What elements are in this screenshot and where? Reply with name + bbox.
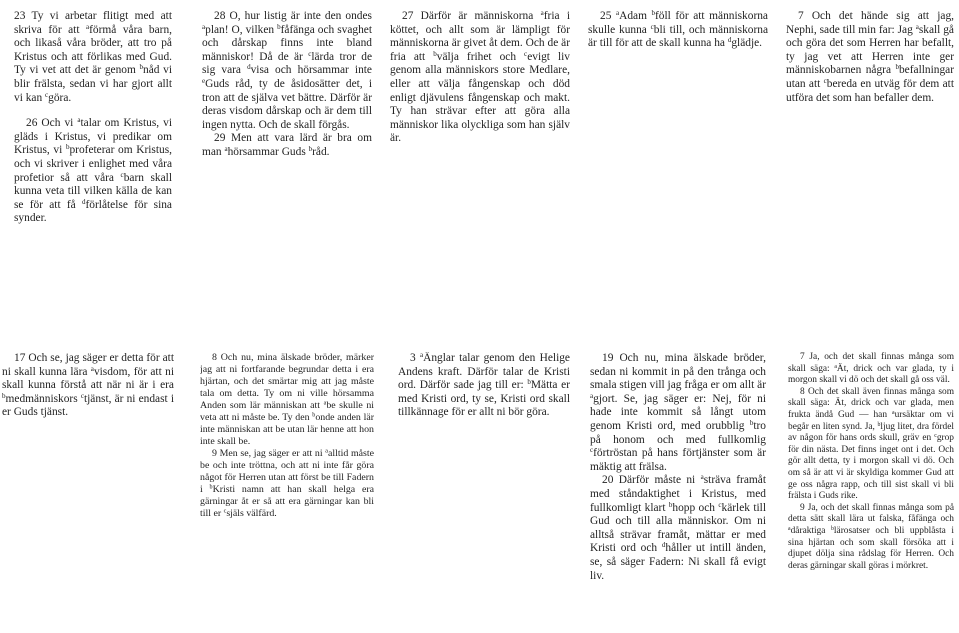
verse-9b: 9 Ja, och det skall finnas många som på detta sätt skall lära ut falska, fåfänga och $^a$dåraktiga $^b$lärosatser och bli uppblåsta i sina hjärtan och som skall försöka att i djupet dölja sina rådslag för Herren. Och deras gärningar skall göras i mörkret. (788, 502, 954, 571)
text-column-3 (390, 10, 570, 160)
verse-20: 20 Därför måste ni $^a$sträva framåt med ståndaktighet i Kristus, med fullkomligt klart $^b$hopp och $^c$kärlek till Gud och till alla människor. Om ni alltså strävar framåt, mättar er med Kristi ord och $^d$håller ut intill änden, se, så säger Fadern: Ni skall få evigt liv. (590, 473, 766, 582)
verse-23: 23 Ty vi arbetar flitigt med att skriva för att $^a$förmå våra barn, och likaså våra bröder, att tro på Kristus och att förlikas med Gud. Ty vi vet att det är genom $^b$nåd vi blir frälsta, sedan vi har gjort allt vi kan $^c$göra. (14, 10, 172, 104)
text-column-2 (202, 10, 372, 200)
text-column-6 (2, 352, 174, 442)
text-column-5 (786, 10, 954, 130)
text-column-10 (788, 352, 954, 632)
verse-28: 28 O, hur listig är inte den ondes $^a$plan! O, vilken $^b$fåfänga och svaghet och dårskap finns inte bland människor! Då de är $^c$lärda tror de sig vara $^d$visa och hörsammar inte $^e$Guds råd, ty de åsidosätter det, i tron att de själva vet bättre. Därför är deras visdom dårskap och är dem till ingen nytta. Och de skall förgås. (202, 10, 372, 131)
verse-19: 19 Och nu, mina älskade bröder, sedan ni kommit in på den trånga och smala stigen vill jag fråga er om allt är $^a$gjort. Se, jag säger er: Nej, för ni hade inte kommit så långt utom genom Kristi ord, med orubblig $^b$tro på honom och med fullkomlig $^c$förtröstan på hans förtjänster som är mäktig att frälsa. (590, 352, 766, 473)
verse-8: 8 Och nu, mina älskade bröder, märker jag att ni fortfarande begrundar detta i era hjärtan, och det smärtar mig att jag måste tala om detta. Ty om ni ville hörsamma Anden som lär människan att $^a$be skulle ni veta att ni måste be. Ty den $^b$onde anden lär inte människan att be utan lär henne att hon inte skall be. (200, 352, 374, 447)
text-column-4 (588, 10, 768, 80)
text-column-1 (14, 10, 172, 250)
text-column-9 (590, 352, 766, 612)
text-column-7 (200, 352, 374, 612)
verse-27: 27 Därför är människorna $^a$fria i köttet, och allt som är lämpligt för människorna är givet åt dem. Och de är fria att $^b$välja frihet och $^c$evigt liv genom alla människors store Medlare, eller att välja fångenskap och död enligt djävulens fångenskap och makt. Ty han strävar efter att göra alla människor lika olyckliga som han själv är. (390, 10, 570, 145)
verse-25: 25 $^a$Adam $^b$föll för att människorna skulle kunna $^c$bli till, och människorna är till för att de skall kunna ha $^d$glädje. (588, 10, 768, 50)
verse-29: 29 Men att vara lärd är bra om man $^a$hörsammar Guds $^b$råd. (202, 132, 372, 158)
text-column-8 (398, 352, 570, 442)
verse-7: 7 Och det hände sig att jag, Nephi, sade till min far: Jag $^a$skall gå och göra det som Herren har befallt, ty jag vet att Herren inte ger människobarnen några $^b$befallningar utan att $^c$bereda en utväg för dem att utföra det som han befaller dem. (786, 10, 954, 104)
verse-3: 3 $^a$Änglar talar genom den Helige Andens kraft. Därför talar de Kristi ord. Därför sade jag till er: $^b$Mätta er med Kristi ord, ty se, Kristi ord skall tillkännage för er allt ni bör göra. (398, 352, 570, 419)
verse-26: 26 Och vi $^a$talar om Kristus, vi gläds i Kristus, vi predikar om Kristus, vi $^b$profeterar om Kristus, och vi skriver i enlighet med våra profetior så att våra $^c$barn skall kunna veta till vilken källa de kan se för att få $^d$förlåtelse för sina synder. (14, 116, 172, 225)
verse-7b: 7 Ja, och det skall finnas många som skall säga: $^a$Ät, drick och var glada, ty i morgon skall vi dö och det skall gå oss väl. (788, 352, 954, 386)
verse-17: 17 Och se, jag säger er detta för att ni skall kunna lära $^a$visdom, för att ni skall kunna förstå att när ni är i era $^b$medmänniskors $^c$tjänst, är ni endast i er Guds tjänst. (2, 352, 174, 419)
verse-8b: 8 Och det skall även finnas många som skall säga: Ät, drick och var glada, men frukta ändå Gud — han $^a$ursäktar om vi begår en liten synd. Ja, $^b$ljug litet, dra fördel av någon för hans ords skull, gräv en $^c$grop för din nästa. Det finns inget ont i det. Och gör allt detta, ty i morgon skall vi dö. Och om så är att vi är skyldiga kommer Gud att ge oss några rapp, och till sist skall vi bli frälsta i Guds rike. (788, 386, 954, 502)
verse-9: 9 Men se, jag säger er att ni $^a$alltid måste be och inte tröttna, och att ni inte får göra något för Herren utan att först be till Fadern i $^b$Kristi namn att han skall helga era gärningar åt er så att era gärningar kan bli till er $^c$själs välfärd. (200, 448, 374, 519)
